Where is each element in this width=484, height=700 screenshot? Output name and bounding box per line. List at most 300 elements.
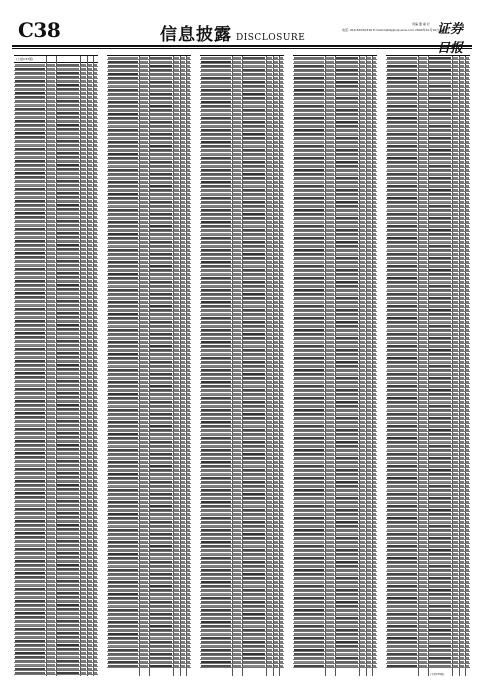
table-cell bbox=[233, 313, 241, 315]
table-cell bbox=[181, 121, 185, 123]
table-cell bbox=[453, 173, 458, 175]
table-cell bbox=[453, 221, 458, 223]
table-cell bbox=[466, 341, 469, 343]
table-cell bbox=[460, 321, 464, 323]
table-column bbox=[14, 55, 98, 676]
table-cell bbox=[367, 69, 371, 71]
table-cell bbox=[187, 541, 190, 543]
table-cell bbox=[201, 457, 231, 459]
table-cell bbox=[150, 641, 172, 643]
table-cell bbox=[150, 305, 172, 307]
table-cell bbox=[267, 65, 272, 67]
table-cell bbox=[360, 437, 365, 439]
table-cell bbox=[373, 101, 376, 103]
table-cell bbox=[174, 369, 179, 371]
table-cell bbox=[336, 225, 358, 227]
table-cell bbox=[94, 476, 97, 478]
table-cell bbox=[201, 461, 231, 463]
table-cell bbox=[387, 293, 417, 295]
table-cell bbox=[373, 141, 376, 143]
table-cell bbox=[47, 156, 55, 158]
table-cell bbox=[294, 305, 324, 307]
table-cell bbox=[15, 104, 45, 106]
table-cell bbox=[88, 508, 92, 510]
table-cell bbox=[57, 472, 79, 474]
table-cell bbox=[360, 589, 365, 591]
table-cell bbox=[88, 336, 92, 338]
table-cell bbox=[373, 237, 376, 239]
table-cell bbox=[94, 240, 97, 242]
table-cell bbox=[57, 68, 79, 70]
table-cell bbox=[88, 332, 92, 334]
table-cell bbox=[201, 57, 231, 59]
table-cell bbox=[367, 201, 371, 203]
table-cell bbox=[373, 353, 376, 355]
table-cell bbox=[387, 101, 417, 103]
table-cell bbox=[243, 573, 265, 575]
table-cell bbox=[466, 277, 469, 279]
table-cell bbox=[419, 105, 427, 107]
table-cell bbox=[88, 452, 92, 454]
table-cell bbox=[108, 577, 138, 579]
table-cell bbox=[360, 477, 365, 479]
table-cell bbox=[108, 281, 138, 283]
table-cell bbox=[47, 136, 55, 138]
table-cell bbox=[280, 237, 283, 239]
table-cell bbox=[201, 313, 231, 315]
table-cell bbox=[373, 169, 376, 171]
table-cell bbox=[187, 337, 190, 339]
table-cell bbox=[387, 353, 417, 355]
table-cell bbox=[57, 100, 79, 102]
table-cell bbox=[267, 441, 272, 443]
table-cell bbox=[274, 541, 278, 543]
table-cell bbox=[140, 101, 148, 103]
table-cell bbox=[267, 477, 272, 479]
table-cell bbox=[81, 616, 86, 618]
table-cell bbox=[140, 77, 148, 79]
table-cell bbox=[429, 57, 451, 59]
table-cell bbox=[387, 229, 417, 231]
table-cell bbox=[367, 661, 371, 663]
table-cell bbox=[326, 309, 334, 311]
table-cell bbox=[47, 516, 55, 518]
table-cell bbox=[81, 260, 86, 262]
table-cell bbox=[88, 640, 92, 642]
table-cell bbox=[57, 352, 79, 354]
table-cell bbox=[88, 476, 92, 478]
table-cell bbox=[243, 73, 265, 75]
table-cell bbox=[15, 244, 45, 246]
table-cell bbox=[326, 441, 334, 443]
table-cell bbox=[373, 641, 376, 643]
table-cell bbox=[280, 369, 283, 371]
table-cell bbox=[108, 333, 138, 335]
table-cell bbox=[387, 221, 417, 223]
table-cell bbox=[419, 365, 427, 367]
table-cell bbox=[81, 148, 86, 150]
table-cell bbox=[174, 509, 179, 511]
table-cell bbox=[280, 321, 283, 323]
table-cell bbox=[81, 512, 86, 514]
table-cell bbox=[336, 197, 358, 199]
table-cell bbox=[274, 357, 278, 359]
table-cell bbox=[57, 336, 79, 338]
table-cell bbox=[326, 73, 334, 75]
table-cell bbox=[57, 296, 79, 298]
table-cell bbox=[47, 188, 55, 190]
table-cell bbox=[280, 557, 283, 559]
table-cell bbox=[187, 445, 190, 447]
table-cell bbox=[57, 536, 79, 538]
table-cell bbox=[150, 269, 172, 271]
table-cell bbox=[429, 141, 451, 143]
table-cell bbox=[274, 661, 278, 663]
table-cell bbox=[360, 633, 365, 635]
table-cell bbox=[373, 281, 376, 283]
table-cell bbox=[140, 241, 148, 243]
table-cell bbox=[387, 309, 417, 311]
table-cell bbox=[453, 157, 458, 159]
table-cell bbox=[150, 61, 172, 63]
table-cell bbox=[336, 513, 358, 515]
table-cell bbox=[94, 632, 97, 634]
table-cell bbox=[15, 600, 45, 602]
table-cell bbox=[81, 436, 86, 438]
table-cell bbox=[57, 332, 79, 334]
table-cell bbox=[174, 481, 179, 483]
table-cell bbox=[150, 237, 172, 239]
table-row bbox=[14, 671, 98, 675]
table-cell bbox=[57, 176, 79, 178]
table-cell bbox=[373, 361, 376, 363]
table-cell bbox=[174, 129, 179, 131]
table-cell bbox=[267, 665, 272, 667]
table-cell bbox=[187, 341, 190, 343]
table-cell bbox=[373, 433, 376, 435]
table-cell bbox=[466, 193, 469, 195]
table-cell bbox=[94, 252, 97, 254]
table-cell bbox=[233, 545, 241, 547]
table-cell bbox=[181, 133, 185, 135]
table-cell bbox=[294, 105, 324, 107]
table-cell bbox=[294, 537, 324, 539]
table-cell bbox=[140, 557, 148, 559]
table-cell bbox=[88, 288, 92, 290]
table-cell bbox=[274, 485, 278, 487]
table-cell bbox=[181, 641, 185, 643]
table-cell bbox=[336, 313, 358, 315]
table-cell bbox=[88, 324, 92, 326]
table-cell bbox=[453, 297, 458, 299]
table-cell bbox=[81, 108, 86, 110]
table-cell bbox=[47, 488, 55, 490]
table-cell bbox=[294, 525, 324, 527]
table-cell bbox=[336, 497, 358, 499]
table-cell bbox=[94, 472, 97, 474]
table-cell bbox=[174, 561, 179, 563]
table-cell bbox=[274, 657, 278, 659]
table-cell bbox=[294, 437, 324, 439]
table-cell bbox=[15, 92, 45, 94]
table-cell bbox=[201, 137, 231, 139]
table-cell bbox=[267, 169, 272, 171]
table-cell bbox=[429, 85, 451, 87]
table-cell bbox=[201, 561, 231, 563]
table-cell bbox=[94, 568, 97, 570]
table-cell bbox=[94, 380, 97, 382]
table-cell bbox=[15, 460, 45, 462]
table-cell bbox=[243, 109, 265, 111]
table-cell bbox=[326, 521, 334, 523]
table-cell bbox=[140, 361, 148, 363]
table-cell bbox=[233, 621, 241, 623]
table-cell bbox=[201, 661, 231, 663]
table-cell bbox=[15, 660, 45, 662]
table-cell bbox=[181, 605, 185, 607]
table-cell bbox=[88, 608, 92, 610]
table-cell bbox=[201, 261, 231, 263]
table-cell bbox=[47, 384, 55, 386]
table-cell bbox=[94, 624, 97, 626]
table-cell bbox=[267, 265, 272, 267]
table-cell bbox=[181, 285, 185, 287]
table-cell bbox=[150, 601, 172, 603]
table-cell bbox=[201, 289, 231, 291]
table-cell bbox=[150, 181, 172, 183]
table-cell bbox=[243, 137, 265, 139]
table-cell bbox=[201, 269, 231, 271]
table-cell bbox=[267, 517, 272, 519]
table-cell bbox=[15, 276, 45, 278]
table-cell bbox=[294, 445, 324, 447]
table-cell bbox=[360, 341, 365, 343]
table-cell bbox=[326, 221, 334, 223]
table-cell bbox=[94, 224, 97, 226]
table-cell bbox=[233, 177, 241, 179]
table-cell bbox=[81, 356, 86, 358]
table-cell bbox=[88, 136, 92, 138]
table-cell bbox=[466, 353, 469, 355]
table-cell bbox=[460, 317, 464, 319]
table-cell bbox=[150, 213, 172, 215]
table-cell bbox=[233, 69, 241, 71]
table-cell bbox=[181, 513, 185, 515]
table-cell bbox=[243, 505, 265, 507]
table-cell bbox=[360, 153, 365, 155]
table-cell bbox=[367, 105, 371, 107]
table-cell bbox=[466, 185, 469, 187]
table-cell bbox=[453, 129, 458, 131]
table-cell bbox=[243, 585, 265, 587]
table-cell bbox=[373, 245, 376, 247]
table-cell bbox=[187, 493, 190, 495]
table-cell bbox=[280, 377, 283, 379]
table-cell bbox=[267, 281, 272, 283]
table-cell bbox=[336, 549, 358, 551]
table-cell bbox=[274, 101, 278, 103]
table-cell bbox=[326, 649, 334, 651]
table-cell bbox=[201, 97, 231, 99]
table-cell bbox=[201, 653, 231, 655]
table-cell bbox=[429, 189, 451, 191]
table-cell bbox=[267, 217, 272, 219]
table-cell bbox=[267, 633, 272, 635]
table-cell bbox=[150, 189, 172, 191]
table-cell bbox=[387, 73, 417, 75]
table-cell bbox=[174, 357, 179, 359]
table-cell bbox=[387, 429, 417, 431]
table-cell bbox=[280, 661, 283, 663]
table-cell bbox=[373, 533, 376, 535]
table-cell bbox=[367, 465, 371, 467]
table-cell bbox=[360, 609, 365, 611]
table-cell bbox=[140, 445, 148, 447]
meta-contact-date: 电话: 010-63070316 E-mail:zqtzzj@vip.sina.com 2009年10月10日 星期六 bbox=[342, 28, 450, 32]
table-cell bbox=[108, 145, 138, 147]
table-cell bbox=[57, 84, 79, 86]
table-cell bbox=[243, 97, 265, 99]
table-cell bbox=[94, 168, 97, 170]
table-cell bbox=[419, 377, 427, 379]
table-cell bbox=[15, 396, 45, 398]
table-cell bbox=[280, 289, 283, 291]
table-cell bbox=[360, 89, 365, 91]
table-cell bbox=[429, 133, 451, 135]
table-cell bbox=[294, 209, 324, 211]
table-cell bbox=[360, 93, 365, 95]
table-cell bbox=[267, 181, 272, 183]
table-cell bbox=[419, 181, 427, 183]
table-cell bbox=[387, 281, 417, 283]
table-cell bbox=[419, 313, 427, 315]
table-cell bbox=[187, 133, 190, 135]
table-cell bbox=[174, 121, 179, 123]
table-cell bbox=[326, 517, 334, 519]
table-cell bbox=[57, 432, 79, 434]
table-cell bbox=[326, 425, 334, 427]
table-cell bbox=[201, 265, 231, 267]
table-cell bbox=[466, 281, 469, 283]
table-cell bbox=[373, 177, 376, 179]
table-cell bbox=[419, 345, 427, 347]
table-cell bbox=[367, 389, 371, 391]
table-cell bbox=[174, 605, 179, 607]
table-cell bbox=[453, 165, 458, 167]
table-cell bbox=[140, 589, 148, 591]
table-cell bbox=[187, 157, 190, 159]
table-cell bbox=[108, 313, 138, 315]
table-cell bbox=[267, 621, 272, 623]
table-cell bbox=[460, 349, 464, 351]
table-cell bbox=[360, 293, 365, 295]
table-cell bbox=[294, 665, 324, 667]
table-cell bbox=[47, 216, 55, 218]
table-cell bbox=[47, 536, 55, 538]
table-cell bbox=[367, 157, 371, 159]
table-cell bbox=[88, 564, 92, 566]
table-cell bbox=[140, 109, 148, 111]
table-cell bbox=[88, 400, 92, 402]
table-cell bbox=[81, 284, 86, 286]
table-cell bbox=[233, 349, 241, 351]
table-cell bbox=[453, 69, 458, 71]
table-cell bbox=[201, 325, 231, 327]
table-cell bbox=[243, 65, 265, 67]
table-cell bbox=[57, 616, 79, 618]
table-cell bbox=[280, 613, 283, 615]
table-cell bbox=[15, 564, 45, 566]
table-cell bbox=[373, 525, 376, 527]
table-cell bbox=[150, 141, 172, 143]
table-cell bbox=[336, 357, 358, 359]
table-cell bbox=[360, 545, 365, 547]
table-cell bbox=[47, 512, 55, 514]
table-cell bbox=[174, 477, 179, 479]
table-cell bbox=[181, 89, 185, 91]
table-cell bbox=[15, 568, 45, 570]
table-cell bbox=[294, 481, 324, 483]
table-cell bbox=[326, 421, 334, 423]
table-cell bbox=[181, 385, 185, 387]
table-cell bbox=[326, 329, 334, 331]
table-cell bbox=[233, 125, 241, 127]
table-cell bbox=[94, 172, 97, 174]
table-cell bbox=[243, 621, 265, 623]
table-cell bbox=[453, 353, 458, 355]
table-cell bbox=[274, 225, 278, 227]
table-cell bbox=[360, 597, 365, 599]
table-cell bbox=[267, 541, 272, 543]
table-cell bbox=[267, 473, 272, 475]
table-cell bbox=[181, 281, 185, 283]
table-cell bbox=[243, 385, 265, 387]
table-cell bbox=[360, 101, 365, 103]
table-cell bbox=[201, 341, 231, 343]
table-cell bbox=[81, 588, 86, 590]
table-cell bbox=[429, 109, 451, 111]
table-cell bbox=[419, 317, 427, 319]
table-cell bbox=[108, 537, 138, 539]
table-cell bbox=[94, 356, 97, 358]
table-cell bbox=[294, 649, 324, 651]
table-cell bbox=[429, 157, 451, 159]
table-cell bbox=[88, 120, 92, 122]
table-cell bbox=[419, 89, 427, 91]
table-cell bbox=[57, 488, 79, 490]
table-cell bbox=[15, 80, 45, 82]
table-cell bbox=[373, 437, 376, 439]
table-cell bbox=[94, 248, 97, 250]
table-cell bbox=[233, 249, 241, 251]
table-cell bbox=[453, 137, 458, 139]
table-cell bbox=[360, 657, 365, 659]
table-cell bbox=[81, 396, 86, 398]
table-cell bbox=[47, 492, 55, 494]
table-cell bbox=[187, 213, 190, 215]
table-cell bbox=[274, 613, 278, 615]
table-cell bbox=[81, 324, 86, 326]
table-cell bbox=[150, 441, 172, 443]
table-cell bbox=[187, 325, 190, 327]
table-cell bbox=[81, 196, 86, 198]
table-cell bbox=[15, 484, 45, 486]
table-cell bbox=[280, 601, 283, 603]
table-cell bbox=[47, 76, 55, 78]
table-cell bbox=[387, 325, 417, 327]
table-cell bbox=[88, 152, 92, 154]
table-cell bbox=[187, 637, 190, 639]
